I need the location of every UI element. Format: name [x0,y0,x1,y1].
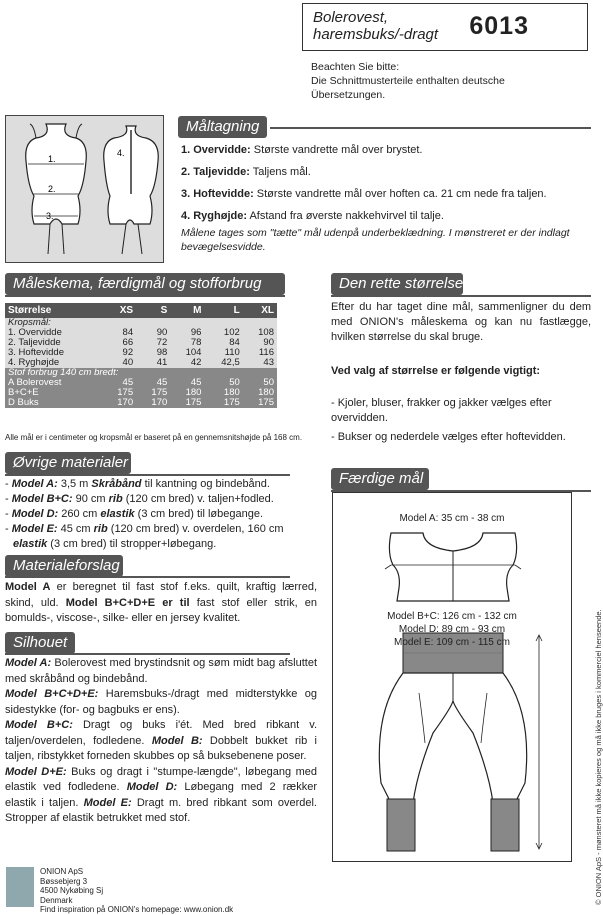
note-line: Die Schnittmusterteile enthalten deutsche [311,75,505,87]
list-item: - Model A: 3,5 m Skråbånd til kantning og bindebånd. [5,478,270,490]
figure-label-1: 1. [48,154,56,164]
model-a-measure: Model A: 35 cm - 38 cm [399,513,505,524]
footer-line: ONION ApS [40,867,84,876]
model-e-measure: Model E: 109 cm - 115 cm [394,637,510,648]
german-note [311,60,591,102]
silhouette-text: Model A: Bolerovest med brystindsnit og søm midt bag afsluttet med skråbånd og bindebånd. Model B+C+D+E: Haremsbuks-/dragt med midterstykke og sidestykke (for- og bagbuks er ens). Model B+C: Dragt og buks i'ét. Med bred ribkant v. taljen/overdelen, fodledene. Model B: Dobbelt bukket rib i taljen, ribstykket forneden skubbes op så buksebenene poser. Model D+E: Buks og dragt i "stumpe-længde", løbegang med elastik ved fodledene. Model D: Løbegang med 2 rækker elastik i taljen. Model E: Dragt m. bred ribkant som overdel. Stropper af elastik betrukket med stof. [5,657,318,824]
divider [5,474,290,476]
table-subheader: Kropsmål: [5,318,277,328]
title-line-1: Bolerovest, [313,9,389,26]
size-guide-bullet: - Kjoler, bluser, frakker og jakker vælges efter overvidden. [331,397,552,424]
section-heading-faerdige: Færdige mål [331,468,429,490]
size-guide-bullet: - Bukser og nederdele vælges efter hoftevidden. [331,431,566,443]
title-line-2: haremsbuks/-dragt [313,26,439,43]
measure-item: 4. Ryghøjde: Afstand fra øverste nakkehvirvel til talje. [181,210,444,222]
pattern-title [313,9,438,43]
col-header: S [136,303,170,318]
pattern-header [302,3,588,51]
measure-item: 2. Taljevidde: Taljens mål. [181,166,311,178]
table-header-row [5,303,277,318]
footer-line: 4500 Nykøbing Sj [40,886,104,895]
measurement-figure [5,115,164,263]
measure-item: 3. Hoftevidde: Største vandrette mål over hoften ca. 21 cm nede fra taljen. [181,188,547,200]
divider [331,295,591,297]
list-item: - Model B+C: 90 cm rib (120 cm bred) v. taljen+fodled. [5,493,274,505]
size-guide-important: Ved valg af størrelse er følgende vigtigt: [331,365,541,377]
list-item: - Model E: 45 cm rib (120 cm bred) v. overdelen, 160 cm [5,523,284,535]
measure-footnote: Målene tages som "tætte" mål udenpå underbeklædning. I mønstreret er der indlagt bevægelsesvidde. [181,227,570,253]
note-line: Übersetzungen. [311,89,386,101]
list-item: elastik (3 cm bred) til stropper+løbegang. [13,538,217,550]
col-header: L [204,303,242,318]
finished-measurements-box [332,492,572,862]
section-heading-maaleskema: Måleskema, færdigmål og stofforbrug [5,273,285,295]
model-d-measure: Model D: 89 cm - 93 cm [398,624,506,635]
section-heading-silhouet: Silhouet [5,632,75,654]
footer-line: Denmark [40,895,73,905]
note-line: Beachten Sie bitte: [311,61,400,73]
divider [5,295,285,297]
figure-label-4: 4. [117,148,125,158]
table-row: 2. Taljevidde 66 72 78 84 90 [5,338,277,348]
copyright-notice: © ONION ApS - mønsteret må ikke kopieres og må ikke bruges i kommerciel henseende. [594,609,603,905]
section-heading-materialeforslag: Materialeforslag [5,555,123,577]
measurement-instructions [181,143,591,254]
section-heading-maaltagning: Måltagning [178,116,267,138]
table-note: Alle mål er i centimeter og kropsmål er baseret på en gennemsnitshøjde på 168 cm. [5,433,303,442]
table-row: B+C+E 175 175 180 180 180 [5,388,277,398]
model-bc-measure: Model B+C: 126 cm - 132 cm [387,611,517,622]
table-row: 1. Overvidde 84 90 96 102 108 [5,328,277,338]
table-row: 3. Hoftevidde 92 98 104 110 116 [5,348,277,358]
table-subheader: Stof forbrug 140 cm bredt: [5,368,277,378]
materials-list [5,477,300,552]
pattern-number: 6013 [469,12,529,40]
measure-item: 1. Overvidde: Største vandrette mål over brystet. [181,144,423,156]
col-header: Størrelse [5,303,102,318]
footer-line: Bøssebjerg 3 [40,876,88,886]
divider [5,576,290,578]
figure-label-2: 2. [48,184,56,194]
footer-color-block [6,867,34,907]
col-header: XL [243,303,277,318]
garment-illustration [333,493,573,863]
section-heading-rette: Den rette størrelse [331,273,463,295]
section-heading-ovrige: Øvrige materialer [5,452,131,474]
table-row: D Buks 170 170 175 175 175 [5,398,277,408]
size-guide-text: Efter du har taget dine mål, sammenligner du dem med ONION's måleskema og kan nu fastlægge, hvilken størrelse du skal bruge. [331,301,591,343]
figure-label-3: 3. [46,211,54,221]
company-footer [40,867,233,915]
list-item: - Model D: 260 cm elastik (3 cm bred) til løbegange. [5,508,264,520]
col-header: M [170,303,204,318]
col-header: XS [102,303,136,318]
table-row: 4. Ryghøjde 40 41 42 42,5 43 [5,358,277,368]
material-suggestion-text: Model A er beregnet til fast stof f.eks. quilt, kraftig lærred, skind, uld. Model B+C+D+E er til fast stof eller strik, en bomulds-, viscose-, silke- eller en jersey kvalitet. [5,581,318,624]
divider [270,127,591,129]
size-table [5,303,277,408]
footer-line: Find inspiration på ONION's homepage: www.onion.dk [40,905,234,914]
divider [5,653,290,655]
table-row: A Bolerovest 45 45 45 50 50 [5,378,277,388]
body-measure-illustration [6,116,165,264]
